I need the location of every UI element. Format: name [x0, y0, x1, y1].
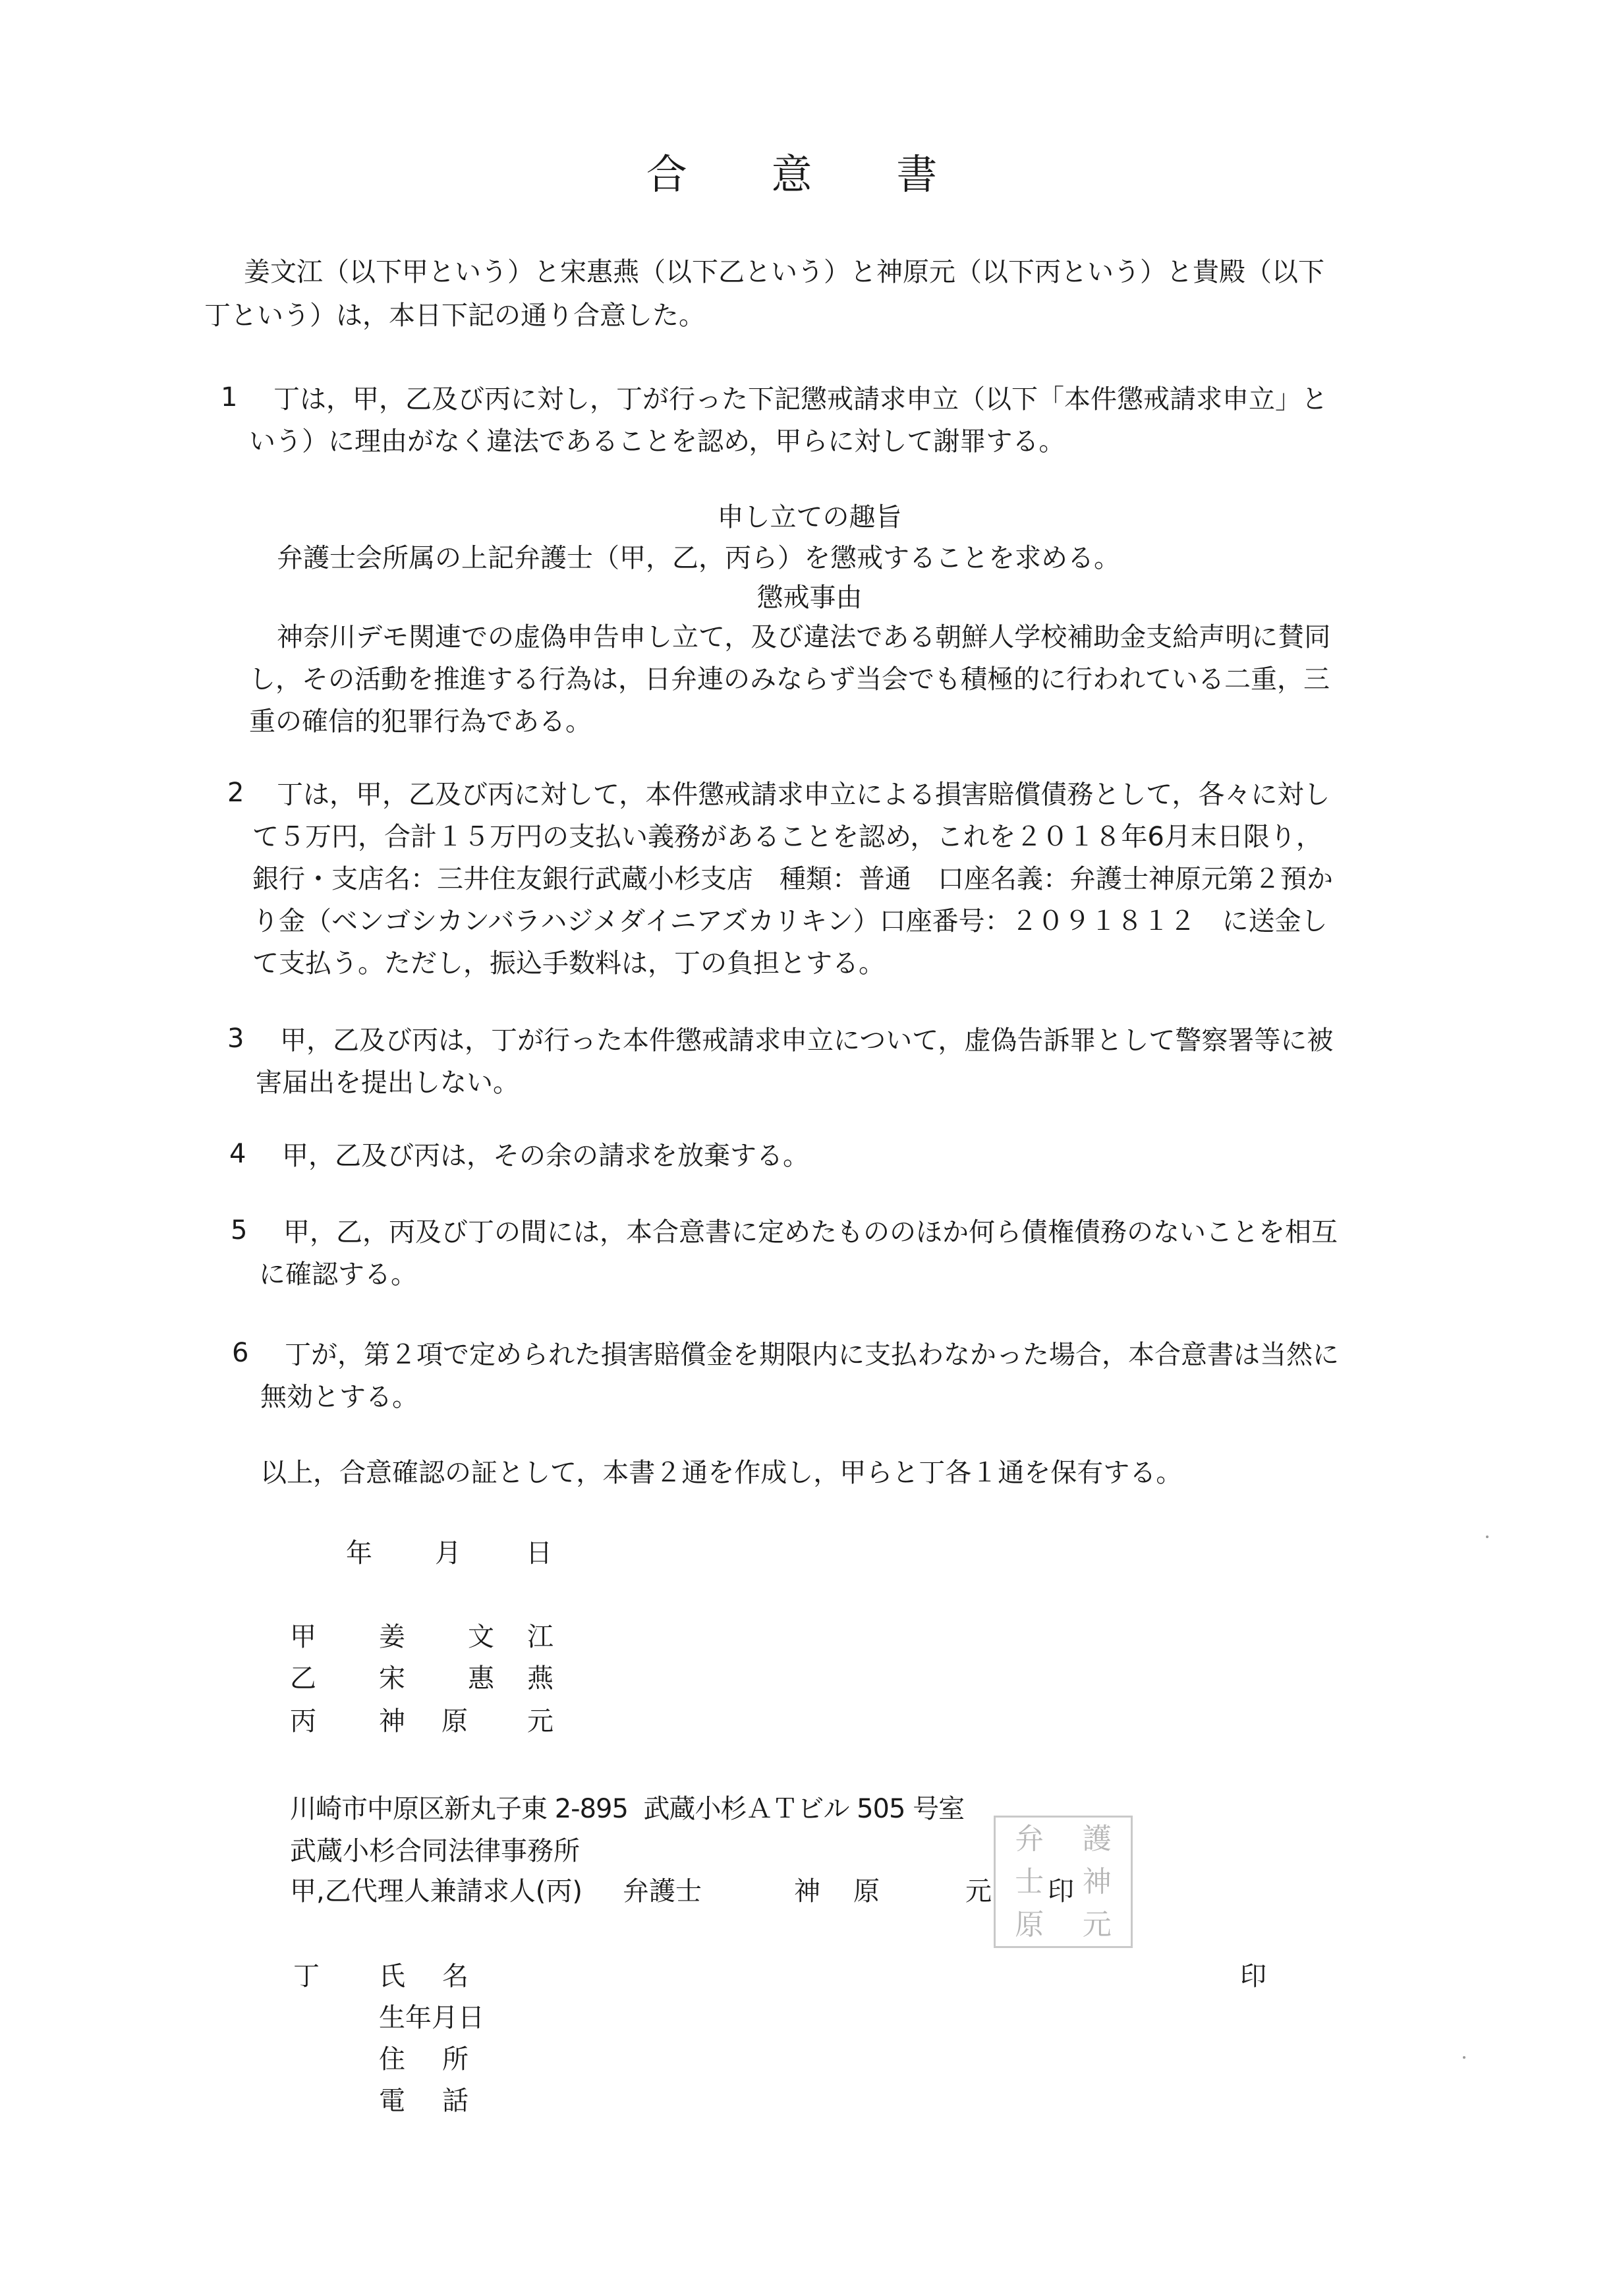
item-line: 甲，乙，丙及び丁の間には，本合意書に定めたもののほか何ら債権債務のないことを相互 [283, 1217, 1338, 1248]
party-name-char: 文 [468, 1622, 494, 1652]
recipient-field-label: 電 話 [379, 2086, 474, 2116]
closing-statement: 以上，合意確認の証として，本書２通を作成し，甲らと丁各１通を保有する。 [260, 1458, 1183, 1488]
date-month-label: 月 [435, 1538, 461, 1568]
recipient-field-label: 生年月日 [379, 2003, 484, 2033]
item-line: 甲，乙及び丙は，その余の請求を放棄する。 [282, 1141, 809, 1171]
item-line: 甲，乙及び丙は，丁が行った本件懲戒請求申立について，虚偽告訴罪として警察署等に被 [280, 1025, 1334, 1056]
item-line: 丁は，甲，乙及び丙に対して，本件懲戒請求申立による損害賠償債務として，各々に対し [277, 780, 1330, 810]
attorney-role: 甲,乙代理人兼請求人(丙) [290, 1876, 582, 1907]
party-role: 甲 [290, 1622, 316, 1652]
attorney-title: 弁護士 [623, 1876, 702, 1907]
recipient-seal-label: 印 [1240, 1961, 1266, 1992]
quote-text-grounds-line: 神奈川デモ関連での虚偽申告申し立て，及び違法である朝鮮人学校補助金支給声明に賛同 [277, 622, 1331, 652]
recipient-role: 丁 [293, 1961, 320, 1992]
item-line: 害届出を提出しない。 [256, 1068, 519, 1098]
party-name-char: 宋 [379, 1663, 405, 1694]
item-number: 6 [232, 1338, 249, 1368]
scan-speck [1486, 1535, 1489, 1538]
item-number: 4 [229, 1139, 246, 1169]
party-role: 乙 [290, 1663, 316, 1694]
party-name-char: 江 [527, 1622, 554, 1652]
party-name-char: 元 [527, 1706, 554, 1736]
party-name-char: 神 [379, 1706, 405, 1736]
attorney-name-char: 神 [794, 1876, 820, 1907]
intro-line-2: 丁という）は，本日下記の通り合意した。 [204, 301, 705, 331]
item-line: り金（ベンゴシカンバラハジメダイニアズカリキン）口座番号：２０９１８１２ に送金し [252, 906, 1328, 936]
party-role: 丙 [290, 1706, 316, 1736]
document-title: 合 意 書 [646, 150, 973, 198]
item-line: 丁は，甲，乙及び丙に対し，丁が行った下記懲戒請求申立（以下「本件懲戒請求申立」と [273, 384, 1328, 415]
quote-text-purpose: 弁護士会所属の上記弁護士（甲，乙，丙ら）を懲戒することを求める。 [277, 543, 1120, 573]
party-name-char: 姜 [379, 1622, 405, 1652]
attorney-name-char: 原 [853, 1876, 880, 1907]
attorney-firm: 武蔵小杉合同法律事務所 [290, 1836, 580, 1866]
item-number: 1 [221, 382, 238, 413]
item-line: 銀行・支店名：三井住友銀行武蔵小杉支店 種類：普通 口座名義：弁護士神原元第２預か [252, 864, 1333, 894]
item-line: て５万円，合計１５万円の支払い義務があることを認め，これを２０１８年6月末日限り， [252, 822, 1322, 852]
attorney-seal-stamp: 弁 護 士 神 原 元 [994, 1816, 1133, 1948]
item-line: 無効とする。 [260, 1382, 418, 1412]
party-name-char: 燕 [527, 1663, 554, 1694]
quote-text-grounds-line: し，その活動を推進する行為は，日弁連のみならず当会でも積極的に行われている二重，三 [249, 664, 1330, 695]
date-day-label: 日 [526, 1538, 552, 1568]
attorney-name-char: 元 [965, 1876, 992, 1907]
quote-heading-purpose: 申し立ての趣旨 [717, 502, 902, 532]
item-line: 丁が，第２項で定められた損害賠償金を期限内に支払わなかった場合，本合意書は当然に [285, 1340, 1339, 1370]
item-number: 3 [227, 1023, 244, 1054]
scan-speck [1463, 2056, 1465, 2059]
attorney-address: 川崎市中原区新丸子東 2-895 武蔵小杉ＡＴビル 505 号室 [290, 1794, 965, 1824]
quote-heading-grounds: 懲戒事由 [756, 583, 863, 613]
item-line: いう）に理由がなく違法であることを認め，甲らに対して謝罪する。 [249, 426, 1065, 457]
recipient-name-label: 氏 名 [379, 1961, 474, 1992]
party-name-char: 惠 [468, 1663, 494, 1694]
intro-line-1: 姜文江（以下甲という）と宋惠燕（以下乙という）と神原元（以下丙という）と貴殿（以下 [244, 257, 1324, 287]
item-line: に確認する。 [259, 1259, 417, 1290]
item-line: て支払う。ただし，振込手数料は，丁の負担とする。 [252, 948, 885, 979]
party-name-char: 原 [441, 1706, 468, 1736]
date-year-label: 年 [346, 1538, 372, 1568]
item-number: 5 [231, 1215, 248, 1246]
recipient-field-label: 住 所 [379, 2044, 474, 2075]
item-number: 2 [227, 778, 244, 808]
quote-text-grounds-line: 重の確信的犯罪行為である。 [249, 706, 592, 737]
attorney-seal-label: 印 [1048, 1876, 1074, 1907]
